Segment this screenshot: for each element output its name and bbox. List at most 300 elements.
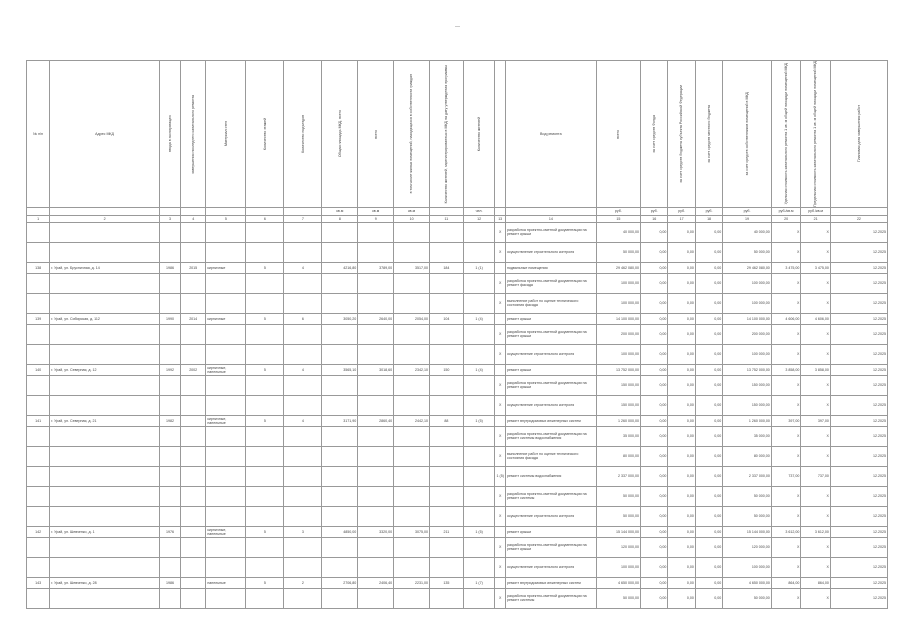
table-row-building [27, 577, 888, 588]
plan-date-cell: 12.2025 [830, 415, 887, 426]
row-number [27, 242, 50, 262]
cost-local-cell: 0,00 [695, 537, 722, 557]
residents-cell [430, 426, 464, 446]
cost-region-cell: 0,00 [668, 526, 695, 537]
column-number-cell: 5 [206, 215, 246, 222]
year-built-cell [159, 588, 180, 608]
area-owned-cell [394, 557, 430, 577]
year-repair-cell [181, 273, 206, 293]
plan-date-cell: 12.2025 [830, 466, 887, 486]
hdr-wall: Материал стен [223, 121, 228, 147]
cost-local-cell: 0,00 [695, 364, 722, 375]
area-all-cell [358, 537, 394, 557]
plan-date-cell: 12.2025 [830, 273, 887, 293]
column-number-cell: 22 [830, 215, 887, 222]
total-area-cell [322, 588, 358, 608]
hdr-plan-date: Плановая дата завершения работ [856, 105, 861, 163]
cost-region-cell: 0,00 [668, 557, 695, 577]
cost-total-cell: 100 000,00 [596, 344, 640, 364]
limit-cost-cell: X [801, 557, 831, 577]
cost-total-cell: 40 000,00 [596, 222, 640, 242]
cost-local-cell: 0,00 [695, 313, 722, 324]
column-number-cell: 18 [695, 215, 722, 222]
cost-local-cell: 0,00 [695, 526, 722, 537]
unit-cell [27, 207, 50, 215]
year-repair-cell [181, 466, 206, 486]
year-repair-cell: 2014 [181, 313, 206, 324]
residents-cell [430, 466, 464, 486]
table-row-work [27, 466, 888, 486]
total-area-cell [322, 446, 358, 466]
area-owned-cell: 2054,00 [394, 313, 430, 324]
floors-cell: 5 [246, 415, 284, 426]
unit-cost-cell: X [771, 537, 801, 557]
plan-date-cell: 12.2025 [830, 242, 887, 262]
cost-region-cell: 0,00 [668, 293, 695, 313]
entrances-cell: 2 [284, 577, 322, 588]
cost-local-cell: 0,00 [695, 486, 722, 506]
mark-cell: X [495, 506, 506, 526]
address-cell [50, 344, 160, 364]
year-built-cell: 1992 [159, 364, 180, 375]
plan-date-cell: 12.2025 [830, 364, 887, 375]
cost-fund-cell: 0,00 [641, 273, 668, 293]
wall-material-cell [206, 466, 246, 486]
year-built-cell [159, 222, 180, 242]
unit-cell: руб. [695, 207, 722, 215]
wall-material-cell [206, 588, 246, 608]
area-owned-cell [394, 293, 430, 313]
cost-local-cell: 0,00 [695, 506, 722, 526]
hdr-cost-local: за счет средств местного бюджета [706, 105, 711, 163]
wall-material-cell [206, 395, 246, 415]
address-cell [50, 537, 160, 557]
year-built-cell [159, 375, 180, 395]
repair-type-code-cell [463, 395, 495, 415]
residents-cell [430, 446, 464, 466]
entrances-cell [284, 395, 322, 415]
column-number-cell: 13 [495, 215, 506, 222]
cost-owners-cell: 200 000,00 [723, 324, 772, 344]
year-repair-cell [181, 395, 206, 415]
floors-cell [246, 588, 284, 608]
area-owned-cell [394, 466, 430, 486]
mark-cell: X [495, 324, 506, 344]
mark-cell: X [495, 588, 506, 608]
residents-cell [430, 324, 464, 344]
entrances-cell [284, 486, 322, 506]
floors-cell [246, 537, 284, 557]
cost-owners-cell: 150 000,00 [723, 395, 772, 415]
mark-cell: X [495, 395, 506, 415]
area-owned-cell [394, 506, 430, 526]
cost-region-cell: 0,00 [668, 313, 695, 324]
row-number [27, 537, 50, 557]
cost-owners-cell: 50 000,00 [723, 242, 772, 262]
entrances-cell [284, 273, 322, 293]
cost-total-cell: 15 144 000,00 [596, 526, 640, 537]
floors-cell [246, 395, 284, 415]
page-number: — [455, 24, 460, 30]
cost-local-cell: 0,00 [695, 242, 722, 262]
area-all-cell: 2406,40 [358, 577, 394, 588]
column-number-cell: 12 [463, 215, 495, 222]
column-number-cell: 11 [430, 215, 464, 222]
repair-type-code-cell: 1 (1) [463, 262, 495, 273]
total-area-cell [322, 344, 358, 364]
hdr-area-all: всего [373, 129, 378, 139]
plan-date-cell: 12.2025 [830, 557, 887, 577]
area-all-cell [358, 222, 394, 242]
cost-fund-cell: 0,00 [641, 588, 668, 608]
unit-cell: руб. [596, 207, 640, 215]
work-description-cell: разработка проектно-сметной документации на ремонт крыши [505, 375, 596, 395]
repair-type-code-cell [463, 426, 495, 446]
area-all-cell [358, 242, 394, 262]
work-description-cell: осуществление строительного контроля [505, 506, 596, 526]
entrances-cell: 3 [284, 526, 322, 537]
row-number: 142 [27, 526, 50, 537]
table-row-work [27, 375, 888, 395]
area-owned-cell [394, 375, 430, 395]
year-built-cell [159, 344, 180, 364]
column-number-cell: 9 [358, 215, 394, 222]
floors-cell [246, 486, 284, 506]
entrances-cell [284, 466, 322, 486]
repair-type-code-cell: 1 (7) [463, 577, 495, 588]
mark-cell: X [495, 486, 506, 506]
year-repair-cell [181, 506, 206, 526]
table-row-work [27, 395, 888, 415]
address-cell: г. Урай, ул. Шевченко, д. 1 [50, 526, 160, 537]
row-number [27, 273, 50, 293]
work-description-cell: осуществление строительного контроля [505, 344, 596, 364]
cost-local-cell: 0,00 [695, 273, 722, 293]
cost-total-cell: 150 000,00 [596, 395, 640, 415]
row-number: 141 [27, 415, 50, 426]
hdr-residents: Количество жителей [476, 116, 481, 152]
unit-cost-cell: X [771, 273, 801, 293]
cost-local-cell: 0,00 [695, 415, 722, 426]
floors-cell [246, 506, 284, 526]
wall-material-cell: панельные [206, 577, 246, 588]
floors-cell [246, 426, 284, 446]
row-number [27, 395, 50, 415]
unit-cell: кв.м [322, 207, 358, 215]
residents-cell [430, 557, 464, 577]
cost-fund-cell: 0,00 [641, 537, 668, 557]
wall-material-cell: кирпичные, панельные [206, 364, 246, 375]
cost-region-cell: 0,00 [668, 537, 695, 557]
limit-cost-cell: 4 606,00 [801, 313, 831, 324]
cost-region-cell: 0,00 [668, 262, 695, 273]
area-owned-cell [394, 395, 430, 415]
cost-fund-cell: 0,00 [641, 375, 668, 395]
year-repair-cell [181, 426, 206, 446]
column-number-cell: 19 [723, 215, 772, 222]
area-all-cell [358, 273, 394, 293]
work-description-cell: подвальные помещения [505, 262, 596, 273]
total-area-cell [322, 557, 358, 577]
cost-region-cell: 0,00 [668, 344, 695, 364]
year-built-cell [159, 242, 180, 262]
cost-region-cell: 0,00 [668, 588, 695, 608]
mark-cell [495, 313, 506, 324]
cost-local-cell: 0,00 [695, 262, 722, 273]
total-area-cell: 3565,10 [322, 364, 358, 375]
work-description-cell: осуществление строительного контроля [505, 242, 596, 262]
plan-date-cell: 12.2025 [830, 344, 887, 364]
entrances-cell [284, 222, 322, 242]
limit-cost-cell: X [801, 486, 831, 506]
cost-fund-cell: 0,00 [641, 526, 668, 537]
repair-type-code-cell [463, 242, 495, 262]
unit-cost-cell: X [771, 426, 801, 446]
cost-owners-cell: 2 337 000,00 [723, 466, 772, 486]
unit-cost-cell: 3 475,00 [771, 262, 801, 273]
cost-fund-cell: 0,00 [641, 364, 668, 375]
cost-total-cell: 29 462 080,00 [596, 262, 640, 273]
year-built-cell: 1982 [159, 415, 180, 426]
unit-cell [505, 207, 596, 215]
residents-cell: 184 [430, 262, 464, 273]
total-area-cell [322, 506, 358, 526]
total-area-cell: 3050,20 [322, 313, 358, 324]
cost-region-cell: 0,00 [668, 375, 695, 395]
row-number [27, 588, 50, 608]
area-owned-cell: 3075,00 [394, 526, 430, 537]
entrances-cell: 4 [284, 262, 322, 273]
column-number-cell: 14 [505, 215, 596, 222]
cost-local-cell: 0,00 [695, 557, 722, 577]
row-number [27, 557, 50, 577]
area-all-cell: 2640,00 [358, 313, 394, 324]
plan-date-cell: 12.2025 [830, 506, 887, 526]
row-number [27, 324, 50, 344]
year-built-cell [159, 537, 180, 557]
repair-type-code-cell: 1 (5) [463, 526, 495, 537]
year-repair-cell [181, 324, 206, 344]
repair-type-code-cell [463, 486, 495, 506]
mark-cell: 1 (5) [495, 466, 506, 486]
cost-local-cell: 0,00 [695, 426, 722, 446]
area-all-cell: 3789,00 [358, 262, 394, 273]
cost-local-cell: 0,00 [695, 293, 722, 313]
repair-type-code-cell [463, 344, 495, 364]
hdr-unit-cost: Удельная стоимость капитального ремонта 1 кв. м общей площади помещений МКД [783, 63, 788, 205]
plan-date-cell: 12.2025 [830, 446, 887, 466]
year-built-cell: 1976 [159, 526, 180, 537]
repair-type-code-cell [463, 506, 495, 526]
entrances-cell [284, 344, 322, 364]
row-number [27, 344, 50, 364]
total-area-cell [322, 324, 358, 344]
residents-cell [430, 588, 464, 608]
year-repair-cell [181, 242, 206, 262]
repair-type-code-cell: 1 (4) [463, 313, 495, 324]
column-number-cell: 17 [668, 215, 695, 222]
year-repair-cell [181, 537, 206, 557]
cost-fund-cell: 0,00 [641, 293, 668, 313]
area-owned-cell [394, 426, 430, 446]
cost-region-cell: 0,00 [668, 486, 695, 506]
unit-cell [159, 207, 180, 215]
cost-owners-cell: 14 100 000,00 [723, 313, 772, 324]
limit-cost-cell: 397,00 [801, 415, 831, 426]
address-cell [50, 557, 160, 577]
address-cell: г. Урай, ул. Северная, д. 21 [50, 415, 160, 426]
repair-type-code-cell [463, 537, 495, 557]
year-built-cell [159, 506, 180, 526]
work-description-cell: ремонт внутридомовых инженерных систем [505, 415, 596, 426]
table-row-work [27, 273, 888, 293]
address-cell [50, 273, 160, 293]
wall-material-cell [206, 222, 246, 242]
floors-cell [246, 466, 284, 486]
unit-cell [181, 207, 206, 215]
entrances-cell [284, 537, 322, 557]
area-owned-cell [394, 537, 430, 557]
mark-cell: X [495, 375, 506, 395]
plan-date-cell: 12.2025 [830, 313, 887, 324]
cost-total-cell: 2 337 000,00 [596, 466, 640, 486]
unit-cell [50, 207, 160, 215]
cost-total-cell: 50 000,00 [596, 588, 640, 608]
plan-date-cell: 12.2025 [830, 222, 887, 242]
mark-cell: X [495, 446, 506, 466]
column-number-cell: 4 [181, 215, 206, 222]
hdr-cost-region: за счет средств бюджета субъекта Российской Федерации [679, 85, 684, 183]
area-owned-cell [394, 446, 430, 466]
cost-total-cell: 100 000,00 [596, 557, 640, 577]
hdr-cost-fund: за счет средств Фонда [652, 115, 657, 153]
area-all-cell [358, 466, 394, 486]
year-built-cell [159, 273, 180, 293]
repair-type-code-cell [463, 273, 495, 293]
cost-local-cell: 0,00 [695, 344, 722, 364]
plan-date-cell: 12.2025 [830, 577, 887, 588]
work-description-cell: ремонт крыши [505, 364, 596, 375]
mark-cell: X [495, 557, 506, 577]
unit-cell [830, 207, 887, 215]
mark-cell [495, 415, 506, 426]
cost-fund-cell: 0,00 [641, 242, 668, 262]
year-built-cell: 1986 [159, 577, 180, 588]
mark-cell: X [495, 242, 506, 262]
area-all-cell: 3018,60 [358, 364, 394, 375]
hdr-entrances: Количество подъездов [300, 115, 305, 153]
year-built-cell [159, 426, 180, 446]
cost-owners-cell: 1 260 000,00 [723, 415, 772, 426]
residents-cell [430, 395, 464, 415]
cost-fund-cell: 0,00 [641, 506, 668, 526]
row-number [27, 506, 50, 526]
total-area-cell [322, 222, 358, 242]
mark-cell: X [495, 426, 506, 446]
hdr-year-repair: завершения последнего капитального ремонта [190, 94, 195, 174]
address-cell [50, 446, 160, 466]
address-cell [50, 293, 160, 313]
residents-cell [430, 506, 464, 526]
limit-cost-cell: X [801, 446, 831, 466]
plan-date-cell: 12.2025 [830, 262, 887, 273]
total-area-cell: 3171,90 [322, 415, 358, 426]
area-owned-cell [394, 588, 430, 608]
cost-local-cell: 0,00 [695, 466, 722, 486]
floors-cell: 5 [246, 313, 284, 324]
area-all-cell [358, 446, 394, 466]
work-description-cell: выполнение работ по оценке технического состояния фасада [505, 446, 596, 466]
cost-fund-cell: 0,00 [641, 313, 668, 324]
floors-cell [246, 375, 284, 395]
wall-material-cell [206, 537, 246, 557]
cost-local-cell: 0,00 [695, 577, 722, 588]
plan-date-cell: 12.2025 [830, 395, 887, 415]
address-cell: г. Урай, ул. Брусничная, д. 14 [50, 262, 160, 273]
table-row-work [27, 222, 888, 242]
area-all-cell [358, 293, 394, 313]
hdr-repair-types: Вид ремонта [505, 61, 596, 208]
year-repair-cell [181, 446, 206, 466]
unit-cost-cell: X [771, 242, 801, 262]
cost-total-cell: 200 000,00 [596, 324, 640, 344]
limit-cost-cell: 737,00 [801, 466, 831, 486]
cost-owners-cell: 13 752 000,00 [723, 364, 772, 375]
cost-owners-cell: 120 000,00 [723, 537, 772, 557]
area-all-cell [358, 426, 394, 446]
cost-owners-cell: 4 650 000,00 [723, 577, 772, 588]
area-all-cell: 3320,00 [358, 526, 394, 537]
cost-region-cell: 0,00 [668, 222, 695, 242]
cost-fund-cell: 0,00 [641, 415, 668, 426]
repair-type-code-cell [463, 375, 495, 395]
entrances-cell [284, 446, 322, 466]
residents-cell [430, 293, 464, 313]
cost-region-cell: 0,00 [668, 415, 695, 426]
address-cell [50, 506, 160, 526]
total-area-cell [322, 537, 358, 557]
total-area-cell: 4216,80 [322, 262, 358, 273]
area-owned-cell: 3517,00 [394, 262, 430, 273]
wall-material-cell [206, 506, 246, 526]
floors-cell [246, 273, 284, 293]
cost-owners-cell: 15 144 000,00 [723, 526, 772, 537]
cost-region-cell: 0,00 [668, 426, 695, 446]
work-description-cell: разработка проектно-сметной документации на ремонт системы [505, 486, 596, 506]
cost-fund-cell: 0,00 [641, 466, 668, 486]
cost-total-cell: 150 000,00 [596, 375, 640, 395]
wall-material-cell [206, 273, 246, 293]
cost-total-cell: 13 752 000,00 [596, 364, 640, 375]
table-row-work [27, 588, 888, 608]
row-number: 143 [27, 577, 50, 588]
limit-cost-cell: X [801, 324, 831, 344]
cost-total-cell: 50 000,00 [596, 486, 640, 506]
unit-cost-cell: 3 612,00 [771, 526, 801, 537]
limit-cost-cell: X [801, 426, 831, 446]
cost-fund-cell: 0,00 [641, 426, 668, 446]
cost-region-cell: 0,00 [668, 364, 695, 375]
column-number-cell: 1 [27, 215, 50, 222]
area-all-cell [358, 557, 394, 577]
cost-region-cell: 0,00 [668, 577, 695, 588]
wall-material-cell: кирпичные [206, 262, 246, 273]
table-row-building [27, 262, 888, 273]
cost-fund-cell: 0,00 [641, 446, 668, 466]
limit-cost-cell: 3 858,00 [801, 364, 831, 375]
year-built-cell [159, 557, 180, 577]
total-area-cell [322, 273, 358, 293]
